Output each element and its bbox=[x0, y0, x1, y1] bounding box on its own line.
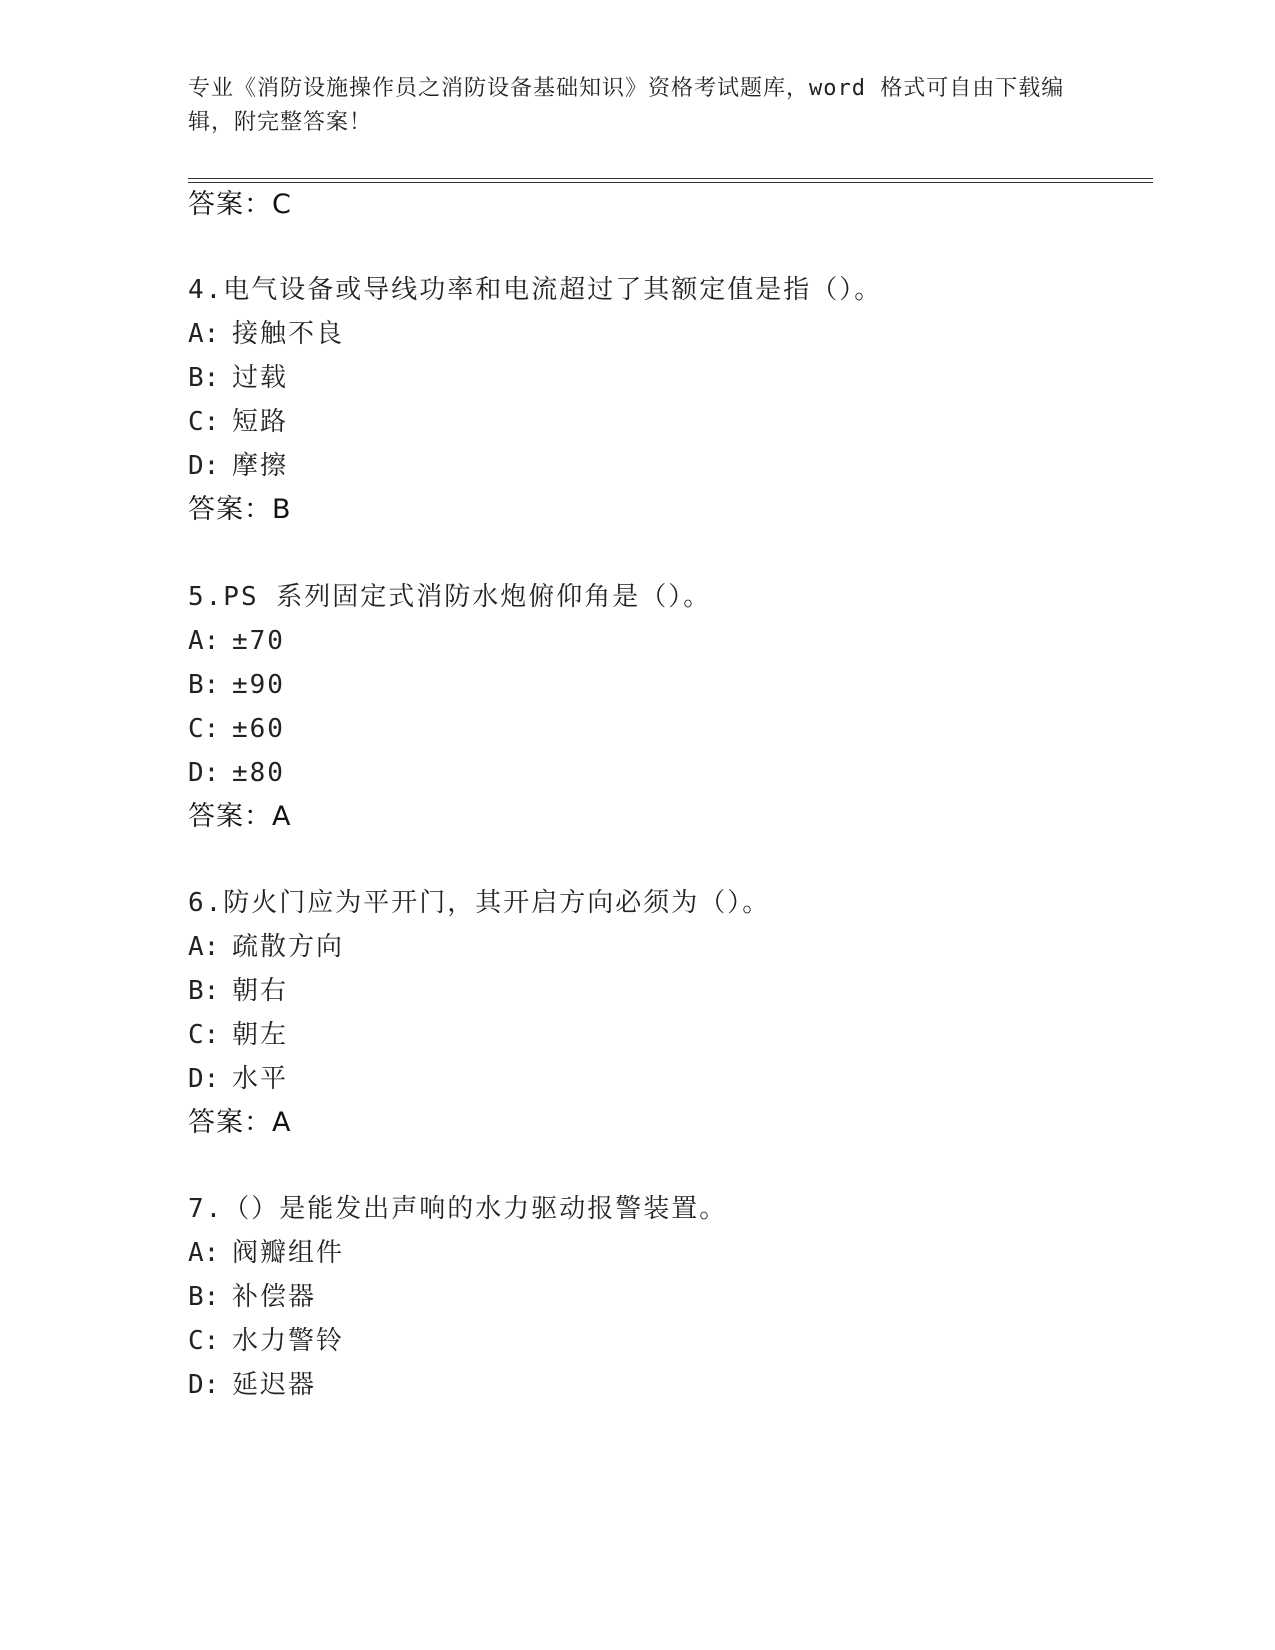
option-text: 短路 bbox=[232, 407, 289, 437]
option-text: 朝左 bbox=[232, 1020, 289, 1050]
question-4: 4.电气设备或导线功率和电流超过了其额定值是指（）。 bbox=[188, 275, 883, 305]
option-text: 过载 bbox=[232, 363, 289, 393]
option-letter: C: bbox=[188, 407, 220, 437]
q7-option-b bbox=[188, 1280, 316, 1314]
option-text: 水平 bbox=[232, 1064, 289, 1094]
q4-option-c bbox=[188, 405, 288, 439]
q5-option-c bbox=[188, 712, 285, 746]
q4-option-b bbox=[188, 361, 288, 395]
option-text: 水力警铃 bbox=[232, 1326, 345, 1356]
option-text: ±80 bbox=[232, 758, 285, 788]
option-text: 疏散方向 bbox=[232, 932, 345, 962]
option-letter: C: bbox=[188, 1326, 220, 1356]
answer-prev: 答案：C bbox=[188, 189, 292, 220]
option-text: 阀瓣组件 bbox=[232, 1238, 345, 1268]
option-text: ±60 bbox=[232, 714, 285, 744]
question-7: 7.（）是能发出声响的水力驱动报警装置。 bbox=[188, 1194, 728, 1224]
option-letter: A: bbox=[188, 626, 220, 656]
option-letter: A: bbox=[188, 932, 220, 962]
q7-option-d bbox=[188, 1368, 316, 1402]
q6-option-c bbox=[188, 1018, 288, 1052]
option-letter: D: bbox=[188, 1370, 220, 1400]
option-letter: D: bbox=[188, 1064, 220, 1094]
document-header: 专业《消防设施操作员之消防设备基础知识》资格考试题库，word 格式可自由下载编辑，附完整答案！ bbox=[188, 76, 1065, 135]
question-5: 5.PS 系列固定式消防水炮俯仰角是（）。 bbox=[188, 582, 712, 612]
option-letter: B: bbox=[188, 1282, 220, 1312]
option-letter: A: bbox=[188, 319, 220, 349]
option-letter: C: bbox=[188, 1020, 220, 1050]
answer-q4: 答案：B bbox=[188, 494, 292, 525]
option-text: 摩擦 bbox=[232, 451, 289, 481]
question-6: 6.防火门应为平开门，其开启方向必须为（）。 bbox=[188, 888, 771, 918]
option-letter: B: bbox=[188, 976, 220, 1006]
option-text: ±90 bbox=[232, 670, 285, 700]
q7-option-c bbox=[188, 1324, 344, 1358]
option-text: ±70 bbox=[232, 626, 285, 656]
option-letter: A: bbox=[188, 1238, 220, 1268]
option-letter: B: bbox=[188, 670, 220, 700]
q5-option-b bbox=[188, 668, 285, 702]
q4-option-a bbox=[188, 317, 344, 351]
option-letter: B: bbox=[188, 363, 220, 393]
q5-option-d bbox=[188, 756, 285, 790]
q4-option-d bbox=[188, 449, 288, 483]
option-letter: C: bbox=[188, 714, 220, 744]
answer-q5: 答案：A bbox=[188, 801, 292, 832]
option-text: 延迟器 bbox=[232, 1370, 317, 1400]
option-letter: D: bbox=[188, 451, 220, 481]
option-letter: D: bbox=[188, 758, 220, 788]
q6-option-b bbox=[188, 974, 288, 1008]
option-text: 补偿器 bbox=[232, 1282, 317, 1312]
option-text: 接触不良 bbox=[232, 319, 345, 349]
q5-option-a bbox=[188, 624, 285, 658]
q6-option-a bbox=[188, 930, 344, 964]
answer-q6: 答案：A bbox=[188, 1107, 292, 1138]
option-text: 朝右 bbox=[232, 976, 289, 1006]
q6-option-d bbox=[188, 1062, 288, 1096]
header-divider bbox=[188, 178, 1153, 183]
q7-option-a bbox=[188, 1236, 344, 1270]
